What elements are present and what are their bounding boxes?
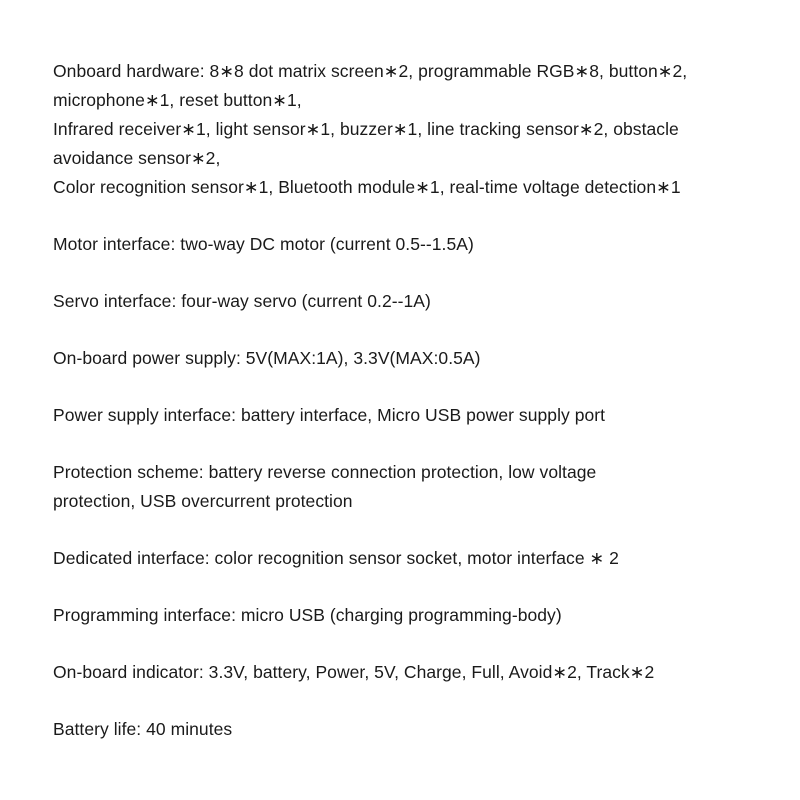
onboard-power-supply-text: On-board power supply: 5V(MAX:1A), 3.3V(MAX:0.5A)	[53, 348, 481, 368]
battery-life-section	[53, 715, 773, 744]
programming-interface-section	[53, 601, 773, 630]
onboard-indicator-section	[53, 658, 773, 687]
spec-sheet	[53, 57, 773, 772]
servo-interface-text: Servo interface: four-way servo (current 0.2--1A)	[53, 291, 431, 311]
power-supply-interface-section	[53, 401, 773, 430]
onboard-hardware-line-1: Onboard hardware: 8∗8 dot matrix screen∗2, programmable RGB∗8, button∗2,	[53, 61, 688, 81]
motor-interface-section	[53, 230, 773, 259]
programming-interface-text: Programming interface: micro USB (charging programming-body)	[53, 605, 562, 625]
protection-scheme-line-2: protection, USB overcurrent protection	[53, 491, 353, 511]
onboard-hardware-line-2: microphone∗1, reset button∗1,	[53, 90, 302, 110]
onboard-hardware-line-4: avoidance sensor∗2,	[53, 148, 221, 168]
protection-scheme-section	[53, 458, 773, 516]
dedicated-interface-section	[53, 544, 773, 573]
onboard-hardware-section	[53, 57, 773, 202]
protection-scheme-line-1: Protection scheme: battery reverse connection protection, low voltage	[53, 462, 597, 482]
onboard-hardware-line-5: Color recognition sensor∗1, Bluetooth module∗1, real-time voltage detection∗1	[53, 177, 681, 197]
dedicated-interface-text: Dedicated interface: color recognition sensor socket, motor interface ∗ 2	[53, 548, 619, 568]
servo-interface-section	[53, 287, 773, 316]
power-supply-interface-text: Power supply interface: battery interface, Micro USB power supply port	[53, 405, 606, 425]
onboard-power-supply-section	[53, 344, 773, 373]
onboard-hardware-line-3: Infrared receiver∗1, light sensor∗1, buzzer∗1, line tracking sensor∗2, obstacle	[53, 119, 679, 139]
motor-interface-text: Motor interface: two-way DC motor (current 0.5--1.5A)	[53, 234, 474, 254]
battery-life-text: Battery life: 40 minutes	[53, 719, 233, 739]
onboard-indicator-text: On-board indicator: 3.3V, battery, Power, 5V, Charge, Full, Avoid∗2, Track∗2	[53, 662, 655, 682]
